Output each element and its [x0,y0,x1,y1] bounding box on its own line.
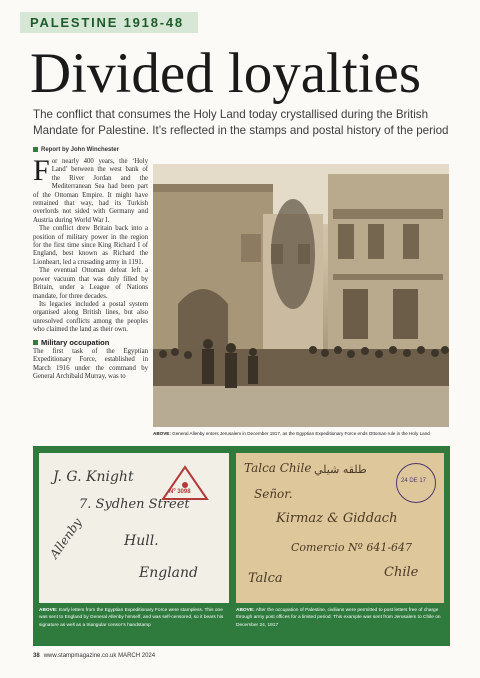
allenby-jerusalem-photo [153,164,449,427]
body-paragraph: The eventual Ottoman defeat left a power vacuum that was duly filled by Britain, under a League of Nations mandate, for three decades. [33,267,148,300]
envelope-line: Comercio Nº 641-647 [291,541,413,554]
postmark [396,463,436,503]
body-column [33,154,148,382]
caption-left: ABOVE: Early letters from the Egyptian Expeditionary Force were stampless. This one was sent to England by General Allenby himself, and was self-censored, so it bears his signature as well as a triangular censor’s handstamp [39,608,224,628]
body-paragraph: For nearly 400 years, the ‘Holy Land’ between the west bank of the River Jordan and the Mediterranean Sea had been part of the Ottoman Empire. It might have remained that way, had its Turkish overlords not sided with Germany and Austria during World War I. [33,154,148,224]
envelope-line: Chile [384,565,419,580]
censor-handstamp [161,465,209,501]
photo-caption: ABOVE: General Allenby enters Jerusalem in December 1917, as the Egyptian Expeditionary Force ends Ottoman rule in the Holy Land [153,431,430,436]
body-paragraph: The first task of the Egyptian Expeditionary Force, established in March 1916 under the command by General Archibald Murray, was to [33,347,148,381]
byline-text: Report by John Winchester [41,147,119,154]
issue-date: MARCH 2024 [118,653,156,659]
postmark-date: 24 DE 17 [401,478,427,484]
byline [33,147,119,153]
censor-number: Nº 3098 [169,489,191,495]
page-number: 38 [33,653,40,659]
envelope-line: Hull. [124,533,159,549]
footer [33,653,155,659]
envelope-arabic: طلقه شيلي [314,463,367,476]
bullet-square-icon [33,340,38,345]
caption-right: ABOVE: After the occupation of Palestine, civilians were permitted to post letters free of charge through army post offices for a limited period. This example was sent from Jerusalem to Chile on December 24, 1917 [236,608,441,628]
dropcap: F [33,154,50,187]
site-url: www.stampmagazine.co.uk [43,653,117,659]
censor-triangle-icon [161,465,209,501]
envelope-line: England [139,565,199,581]
envelope-line: Señor. [254,487,293,501]
headline: Divided loyalties [30,42,422,105]
envelope-allenby [39,453,229,603]
standfirst: The conflict that consumes the Holy Land today crystallised during the British Mandate for Palestine. It’s reflected in the stamps and postal history of the period [33,108,449,137]
section-tab: PALESTINE 1918-48 [20,12,198,33]
envelope-line: Talca [248,571,283,586]
photo-illustration [153,164,449,427]
envelope-chile [236,453,444,603]
subhead: Military occupation [33,339,148,347]
signature: Allenby [47,515,85,562]
envelope-corner: Talca Chile [244,461,312,475]
envelope-line: Kirmaz & Giddach [276,511,398,526]
body-paragraph: The conflict drew Britain back into a position of military power in the region for the first time since King Richard I of England, best known as Richard the Lionheart, led a crusading army in 1191. [33,225,148,266]
body-paragraph: Its legacies included a postal system organised along British lines, but also unresolved conflicts among the peoples who claimed the land as their own. [33,300,148,334]
envelope-line: J. G. Knight [53,469,134,485]
envelope-line: 7. Sydhen Street [79,497,190,512]
bullet-square-icon [33,147,38,152]
